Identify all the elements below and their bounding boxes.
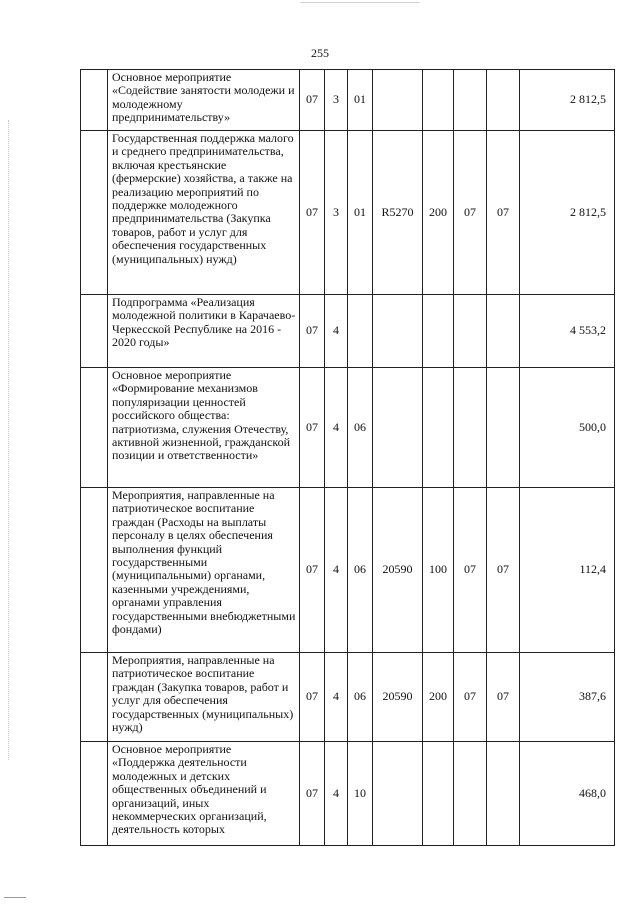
section-code: 07 — [454, 653, 487, 742]
row-number-cell — [81, 742, 108, 846]
direction-code — [373, 295, 423, 368]
section-code: 07 — [454, 131, 487, 295]
section-code — [454, 368, 487, 488]
subsection-code: 07 — [487, 131, 520, 295]
program-code: 07 — [300, 368, 325, 488]
measure-code — [348, 295, 373, 368]
subprogram-code: 4 — [325, 368, 348, 488]
section-code: 07 — [454, 488, 487, 653]
subprogram-code: 3 — [325, 70, 348, 131]
subprogram-code: 4 — [325, 742, 348, 846]
program-code: 07 — [300, 295, 325, 368]
table-row — [81, 368, 615, 488]
expense-type-code — [423, 742, 454, 846]
amount-cell: 500,0 — [520, 368, 615, 488]
row-name: Подпрограмма «Реализация молодежной политики в Карачаево-Черкесской Республике на 2016 - 2020 годы» — [108, 295, 300, 368]
row-number-cell — [81, 295, 108, 368]
row-number-cell — [81, 653, 108, 742]
amount-cell: 4 553,2 — [520, 295, 615, 368]
amount-cell: 2 812,5 — [520, 131, 615, 295]
expense-type-code — [423, 368, 454, 488]
direction-code — [373, 70, 423, 131]
table-row — [81, 295, 615, 368]
scan-artifact-bottom — [4, 897, 26, 898]
row-name: Государственная поддержка малого и среднего предпринимательства, включая крестьянские (фермерские) хозяйства, а также на реализацию мероприятий по поддержке молодежного предпринимательства (Закупка товаров, работ и услуг для обеспечения государственных (муниципальных) нужд) — [108, 131, 300, 295]
expense-type-code — [423, 70, 454, 131]
amount-cell: 112,4 — [520, 488, 615, 653]
scan-artifact-left-edge — [8, 120, 10, 760]
direction-code — [373, 742, 423, 846]
table-row — [81, 653, 615, 742]
budget-table — [80, 69, 615, 846]
amount-cell: 468,0 — [520, 742, 615, 846]
amount-cell: 387,6 — [520, 653, 615, 742]
row-name: Мероприятия, направленные на патриотическое воспитание граждан (Расходы на выплаты персоналу в целях обеспечения выполнения функций государственными (муниципальными) органами, казенными учреждениями, органами управления государственными внебюджетными фондами) — [108, 488, 300, 653]
row-number-cell — [81, 368, 108, 488]
row-name: Основное мероприятие «Содействие занятости молодежи и молодежному предпринимательству» — [108, 70, 300, 131]
measure-code: 06 — [348, 653, 373, 742]
table-row — [81, 131, 615, 295]
section-code — [454, 295, 487, 368]
section-code — [454, 742, 487, 846]
expense-type-code: 100 — [423, 488, 454, 653]
amount-cell: 2 812,5 — [520, 70, 615, 131]
page-number: 255 — [311, 46, 329, 60]
expense-type-code: 200 — [423, 131, 454, 295]
row-name: Основное мероприятие «Поддержка деятельности молодежных и детских общественных объединений и организаций, иных некоммерческих организаций, деятельность которых — [108, 742, 300, 846]
direction-code: R5270 — [373, 131, 423, 295]
direction-code — [373, 368, 423, 488]
row-number-cell — [81, 131, 108, 295]
row-name: Мероприятия, направленные на патриотическое воспитание граждан (Закупка товаров, работ и услуг для обеспечения государственных (муниципальных) нужд) — [108, 653, 300, 742]
program-code: 07 — [300, 488, 325, 653]
scan-artifact-top — [300, 2, 420, 3]
table-row — [81, 742, 615, 846]
subsection-code — [487, 295, 520, 368]
direction-code: 20590 — [373, 653, 423, 742]
measure-code: 06 — [348, 368, 373, 488]
table-row — [81, 488, 615, 653]
subsection-code — [487, 368, 520, 488]
row-name: Основное мероприятие «Формирование механизмов популяризации ценностей российского общества: патриотизма, служения Отечеству, активной жизненной, гражданской позиции и ответственности» — [108, 368, 300, 488]
table-row — [81, 70, 615, 131]
subprogram-code: 3 — [325, 131, 348, 295]
subprogram-code: 4 — [325, 488, 348, 653]
program-code: 07 — [300, 70, 325, 131]
row-number-cell — [81, 488, 108, 653]
subsection-code: 07 — [487, 488, 520, 653]
subsection-code — [487, 70, 520, 131]
program-code: 07 — [300, 131, 325, 295]
measure-code: 10 — [348, 742, 373, 846]
program-code: 07 — [300, 742, 325, 846]
program-code: 07 — [300, 653, 325, 742]
subsection-code — [487, 742, 520, 846]
measure-code: 01 — [348, 70, 373, 131]
subprogram-code: 4 — [325, 653, 348, 742]
subprogram-code: 4 — [325, 295, 348, 368]
section-code — [454, 70, 487, 131]
row-number-cell — [81, 70, 108, 131]
measure-code: 06 — [348, 488, 373, 653]
measure-code: 01 — [348, 131, 373, 295]
expense-type-code — [423, 295, 454, 368]
direction-code: 20590 — [373, 488, 423, 653]
subsection-code: 07 — [487, 653, 520, 742]
expense-type-code: 200 — [423, 653, 454, 742]
